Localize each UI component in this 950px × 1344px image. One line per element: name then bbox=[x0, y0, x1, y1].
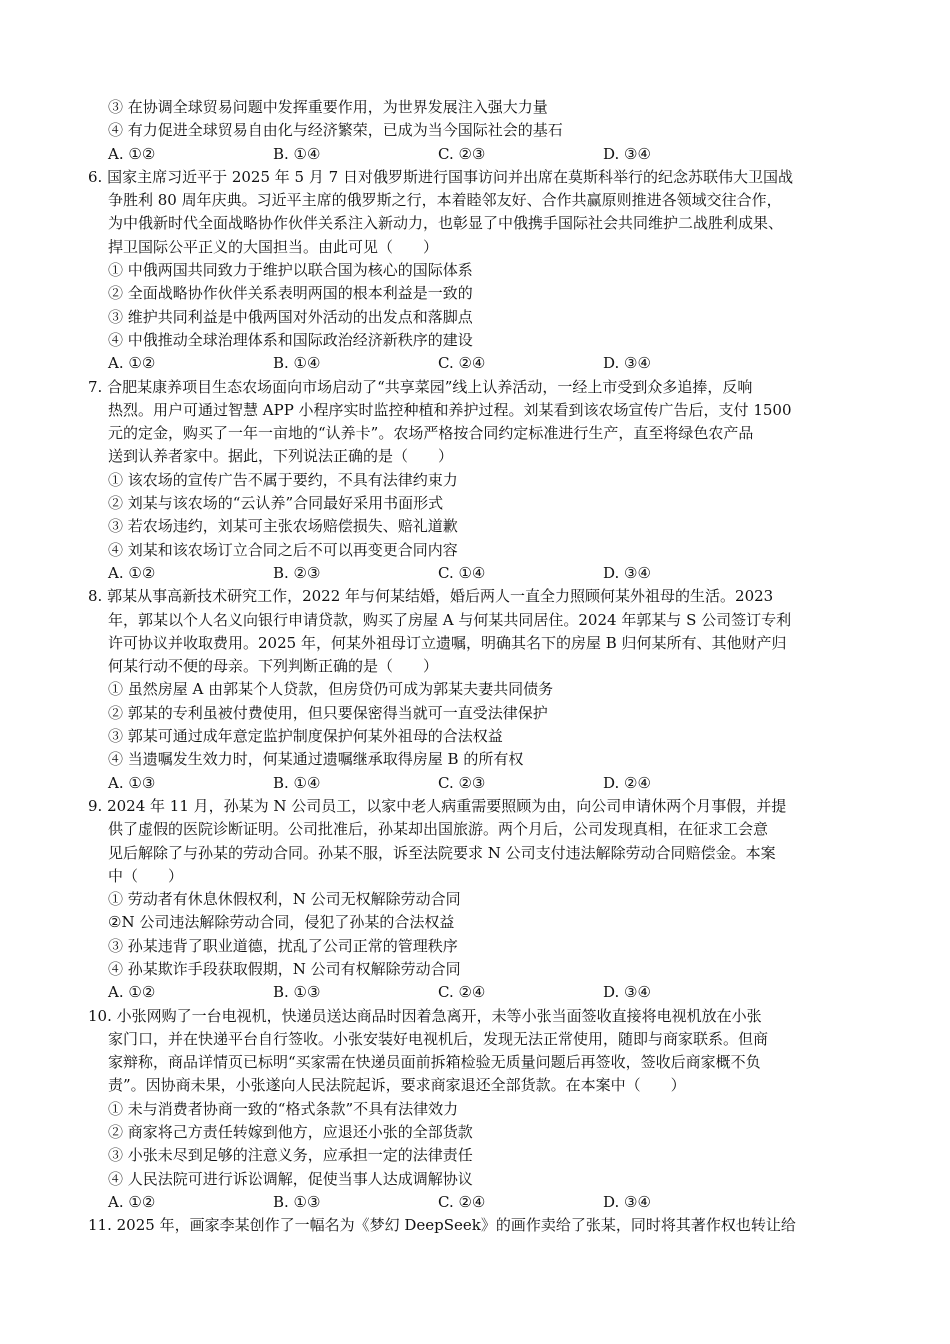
answer-choices bbox=[88, 772, 868, 795]
question-stem-line: 许可协议并收取费用。2025 年，何某外祖母订立遗嘱，明确其名下的房屋 B 归何某所有、其他财产归 bbox=[108, 633, 787, 652]
choice-d: D. ③④ bbox=[603, 1192, 651, 1211]
choice-a: A. ①② bbox=[108, 144, 156, 163]
option-2: ② 刘某与该农场的“云认养”合同最好采用书面形式 bbox=[108, 494, 444, 513]
option-1: ① 劳动者有休息休假权利，N 公司无权解除劳动合同 bbox=[108, 890, 461, 909]
question-stem-line: 9. 2024 年 11 月，孙某为 N 公司员工，以家中老人病重需要照顾为由，向公司申请休两个月事假，并提 bbox=[88, 796, 787, 815]
choice-d: D. ②④ bbox=[603, 773, 651, 792]
choice-b: B. ②③ bbox=[273, 563, 321, 582]
question-stem-line: 10. 小张网购了一台电视机，快递员送达商品时因着急离开，未等小张当面签收直接将电视机放在小张 bbox=[88, 1006, 762, 1025]
choice-c: C. ②④ bbox=[438, 983, 486, 1002]
question-stem-line: 送到认养者家中。据此，下列说法正确的是（ ） bbox=[108, 447, 454, 466]
question-stem-line: 争胜利 80 周年庆典。习近平主席的俄罗斯之行，本着睦邻友好、合作共赢原则推进各领域交往合作， bbox=[108, 191, 782, 210]
question-stem-line: 8. 郭某从事高新技术研究工作，2022 年与何某结婚，婚后两人一直全力照顾何某外祖母的生活。2023 bbox=[88, 587, 774, 606]
answer-choices bbox=[88, 562, 868, 585]
question-6 bbox=[88, 166, 868, 376]
answer-choices bbox=[88, 352, 868, 375]
option-4: ④ 有力促进全球贸易自由化与经济繁荣，已成为当今国际社会的基石 bbox=[108, 121, 563, 140]
option-1: ① 该农场的宣传广告不属于要约，不具有法律约束力 bbox=[108, 470, 458, 489]
option-4: ④ 刘某和该农场订立合同之后不可以再变更合同内容 bbox=[108, 540, 458, 559]
choice-c: C. ②④ bbox=[438, 1192, 486, 1211]
answer-choices bbox=[88, 1191, 868, 1214]
choice-d: D. ③④ bbox=[603, 983, 651, 1002]
question-11 bbox=[88, 1214, 868, 1237]
answer-choices bbox=[88, 981, 868, 1004]
question-stem-line: 家门口，并在快递平台自行签收。小张安装好电视机后，发现无法正常使用，随即与商家联系。但商 bbox=[108, 1029, 769, 1048]
question-stem-line: 供了虚假的医院诊断证明。公司批准后，孙某却出国旅游。两个月后，公司发现真相，在征求工会意 bbox=[108, 820, 769, 839]
choice-b: B. ①④ bbox=[273, 773, 321, 792]
option-3: ③ 维护共同利益是中俄两国对外活动的出发点和落脚点 bbox=[108, 307, 473, 326]
choice-a: A. ①② bbox=[108, 563, 156, 582]
question-stem-line: 责”。因协商未果，小张遂向人民法院起诉，要求商家退还全部货款。在本案中（ ） bbox=[108, 1076, 686, 1095]
option-3: ③ 若农场违约，刘某可主张农场赔偿损失、赔礼道歉 bbox=[108, 517, 458, 536]
question-9 bbox=[88, 795, 868, 1005]
question-10 bbox=[88, 1005, 868, 1215]
choice-d: D. ③④ bbox=[603, 563, 651, 582]
question-stem-line: 家辩称，商品详情页已标明“买家需在快递员面前拆箱检验无质量问题后再签收，签收后商家概不负 bbox=[108, 1053, 761, 1072]
option-3: ③ 在协调全球贸易问题中发挥重要作用，为世界发展注入强大力量 bbox=[108, 98, 548, 116]
choice-b: B. ①④ bbox=[273, 144, 321, 163]
choice-a: A. ①② bbox=[108, 1192, 156, 1211]
option-2: ② 全面战略协作伙伴关系表明两国的根本利益是一致的 bbox=[108, 284, 473, 303]
choice-a: A. ①② bbox=[108, 354, 156, 373]
question-stem-line: 11. 2025 年，画家李某创作了一幅名为《梦幻 DeepSeek》的画作卖给了张某，同时将其著作权也转让给 bbox=[88, 1216, 796, 1235]
option-4: ④ 当遗嘱发生效力时，何某通过遗嘱继承取得房屋 B 的所有权 bbox=[108, 750, 524, 769]
option-3: ③ 郭某可通过成年意定监护制度保护何某外祖母的合法权益 bbox=[108, 727, 503, 746]
question-8 bbox=[88, 585, 868, 795]
option-4: ④ 人民法院可进行诉讼调解，促使当事人达成调解协议 bbox=[108, 1169, 473, 1188]
question-stem-line: 7. 合肥某康养项目生态农场面向市场启动了“共享菜园”线上认养活动，一经上市受到众多追捧，反响 bbox=[88, 377, 753, 396]
choice-c: C. ②③ bbox=[438, 773, 486, 792]
question-stem-line: 何某行动不便的母亲。下列判断正确的是（ ） bbox=[108, 657, 439, 676]
question-stem-line: 捍卫国际公平正义的大国担当。由此可见（ ） bbox=[108, 237, 439, 256]
choice-c: C. ①④ bbox=[438, 563, 486, 582]
option-3: ③ 孙某违背了职业道德，扰乱了公司正常的管理秩序 bbox=[108, 936, 458, 955]
question-stem-line: 热烈。用户可通过智慧 APP 小程序实时监控种植和养护过程。刘某看到该农场宣传广告后，支付 1500 bbox=[108, 400, 792, 419]
question-7 bbox=[88, 376, 868, 586]
choice-a: A. ①③ bbox=[108, 773, 156, 792]
choice-d: D. ③④ bbox=[603, 354, 651, 373]
choice-b: B. ①④ bbox=[273, 354, 321, 373]
exam-page bbox=[88, 96, 868, 1238]
question-stem-line: 见后解除了与孙某的劳动合同。孙某不服，诉至法院要求 N 公司支付违法解除劳动合同赔偿金。本案 bbox=[108, 843, 776, 862]
option-1: ① 虽然房屋 A 由郭某个人贷款，但房贷仍可成为郭某夫妻共同债务 bbox=[108, 680, 554, 699]
question-stem-line: 元的定金，购买了一年一亩地的“认养卡”。农场严格按合同约定标准进行生产，直至将绿色农产品 bbox=[108, 424, 754, 443]
option-4: ④ 孙某欺诈手段获取假期，N 公司有权解除劳动合同 bbox=[108, 959, 461, 978]
choice-d: D. ③④ bbox=[603, 144, 651, 163]
option-1: ① 未与消费者协商一致的“格式条款”不具有法律效力 bbox=[108, 1099, 459, 1118]
option-4: ④ 中俄推动全球治理体系和国际政治经济新秩序的建设 bbox=[108, 330, 473, 349]
question-stem-line: 为中俄新时代全面战略协作伙伴关系注入新动力，也彰显了中俄携手国际社会共同维护二战胜利成果、 bbox=[108, 214, 784, 233]
question-stem-line: 中（ ） bbox=[108, 866, 184, 885]
option-3: ③ 小张未尽到足够的注意义务，应承担一定的法律责任 bbox=[108, 1146, 473, 1165]
question-stem-line: 年，郭某以个人名义向银行申请贷款，购买了房屋 A 与何某共同居住。2024 年郭某与 S 公司签订专利 bbox=[108, 610, 792, 629]
choice-a: A. ①② bbox=[108, 983, 156, 1002]
answer-choices bbox=[88, 143, 868, 166]
option-2: ② 商家将己方责任转嫁到他方，应退还小张的全部货款 bbox=[108, 1123, 473, 1142]
choice-b: B. ①③ bbox=[273, 983, 321, 1002]
option-2: ②N 公司违法解除劳动合同，侵犯了孙某的合法权益 bbox=[108, 913, 455, 932]
choice-c: C. ②③ bbox=[438, 144, 486, 163]
question-stem-line: 6. 国家主席习近平于 2025 年 5 月 7 日对俄罗斯进行国事访问并出席在莫斯科举行的纪念苏联伟大卫国战 bbox=[88, 167, 793, 186]
choice-b: B. ①③ bbox=[273, 1192, 321, 1211]
option-2: ② 郭某的专利虽被付费使用，但只要保密得当就可一直受法律保护 bbox=[108, 703, 548, 722]
choice-c: C. ②④ bbox=[438, 354, 486, 373]
question-5-continued bbox=[88, 96, 868, 166]
option-1: ① 中俄两国共同致力于维护以联合国为核心的国际体系 bbox=[108, 261, 473, 280]
